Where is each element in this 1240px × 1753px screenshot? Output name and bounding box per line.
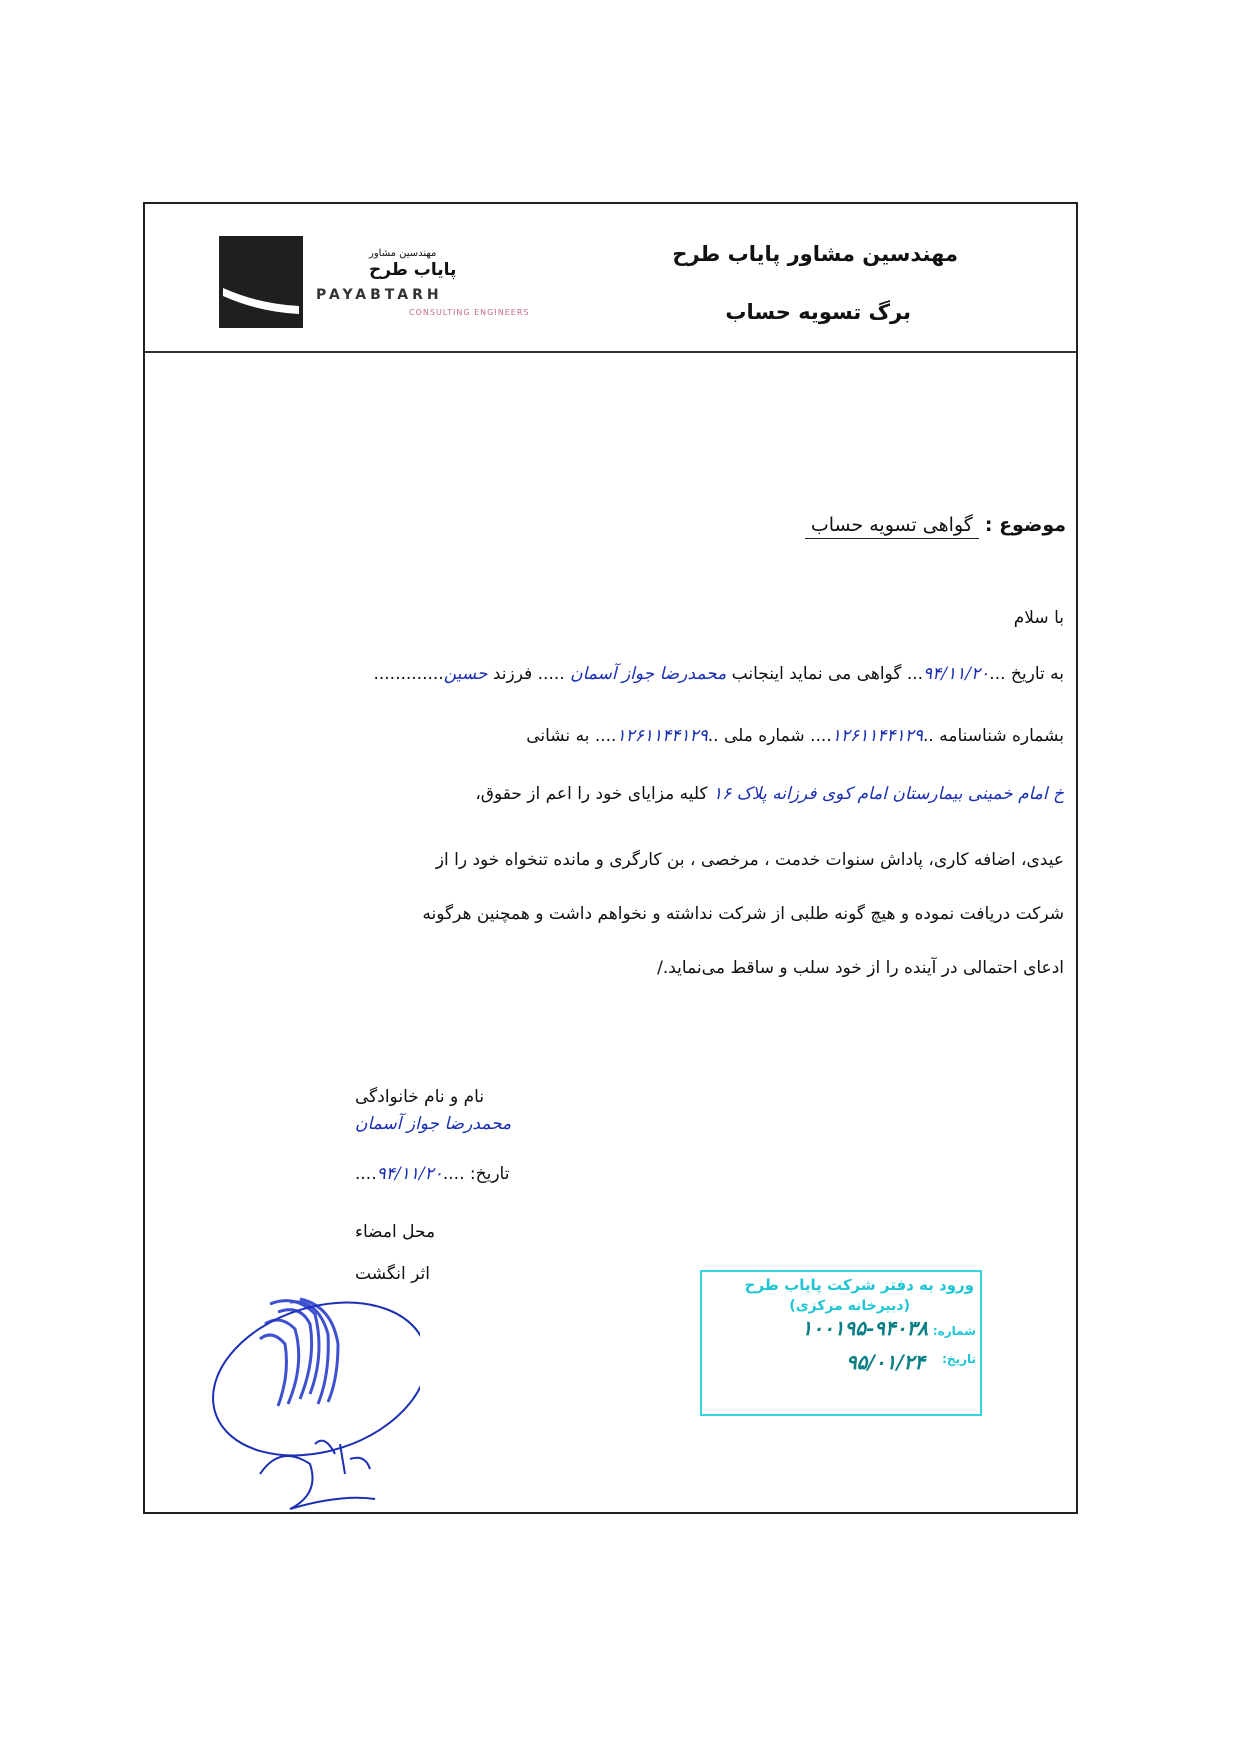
stamp-number-label: شماره: bbox=[932, 1324, 976, 1338]
stamp-date-label: تاریخ: bbox=[942, 1352, 976, 1366]
company-title: مهندسین مشاور پایاب طرح bbox=[672, 242, 958, 266]
stamp-subtitle: (دبیرخانه مرکزی) bbox=[789, 1298, 910, 1314]
body-text: بشماره شناسنامه bbox=[939, 726, 1064, 746]
reception-stamp bbox=[700, 1270, 982, 1416]
signature-label: محل امضاء bbox=[355, 1222, 436, 1242]
handwritten-signer-name: محمدرضا جواز آسمان bbox=[355, 1114, 512, 1134]
logo-mark-icon bbox=[219, 236, 303, 328]
body-text: کلیه مزایای خود را اعم از حقوق، bbox=[475, 784, 708, 804]
body-text: به نشانی bbox=[526, 726, 590, 746]
stamp-number-value: ۱۰۰۱۹۵-۹۴۰۳۸ bbox=[801, 1316, 928, 1340]
stamp-date-value: ۹۵/۰۱/۲۴ bbox=[845, 1350, 925, 1374]
greeting: با سلام bbox=[1013, 608, 1064, 628]
handwritten-national-id: ۱۲۶۱۱۴۴۱۲۹ bbox=[616, 726, 708, 746]
company-logo bbox=[219, 236, 530, 332]
body-text: گواهی می نماید اینجانب bbox=[731, 664, 902, 684]
date-label: تاریخ: bbox=[469, 1164, 510, 1184]
subject-label: موضوع : bbox=[984, 514, 1066, 536]
body-line-1: به تاریخ ...۹۴/۱۱/۲۰... گواهی می نماید اینجانب محمدرضا جواز آسمان ..... فرزند حسین............. bbox=[373, 664, 1064, 684]
handwritten-address: خ امام خمینی بیمارستان امام کوی فرزانه پلاک ۱۶ bbox=[713, 784, 1064, 804]
subject-value: گواهی تسویه حساب bbox=[805, 514, 979, 539]
logo-en-sub: CONSULTING ENGINEERS bbox=[409, 308, 530, 317]
fingerprint-and-signature-icon bbox=[200, 1294, 420, 1524]
body-line-4: عیدی، اضافه کاری، پاداش سنوات خدمت ، مرخصی ، بن کارگری و مانده تنخواه خود را از bbox=[435, 850, 1064, 870]
fingerprint-label: اثر انگشت bbox=[355, 1264, 430, 1284]
subject-line bbox=[805, 514, 1066, 536]
handwritten-date: ۹۴/۱۱/۲۰ bbox=[923, 664, 990, 684]
handwritten-name: محمدرضا جواز آسمان bbox=[570, 664, 727, 684]
name-label: نام و نام خانوادگی bbox=[355, 1087, 485, 1107]
handwritten-id-number: ۱۲۶۱۱۴۴۱۲۹ bbox=[831, 726, 924, 746]
handwritten-father-name: حسین bbox=[443, 664, 488, 684]
date-line: تاریخ: ....۹۴/۱۱/۲۰.... bbox=[355, 1164, 510, 1184]
logo-fa-name: پایاب طرح bbox=[369, 260, 457, 280]
body-text: به تاریخ bbox=[1010, 664, 1064, 684]
stamp-title: ورود به دفتر شرکت پایاب طرح bbox=[744, 1276, 974, 1294]
logo-fa-small: مهندسین مشاور bbox=[369, 248, 437, 259]
body-line-2: بشماره شناسنامه ..۱۲۶۱۱۴۴۱۲۹.... شماره ملی ..۱۲۶۱۱۴۴۱۲۹.... به نشانی bbox=[526, 726, 1064, 746]
handwritten-signer-date: ۹۴/۱۱/۲۰ bbox=[376, 1164, 443, 1184]
logo-en-name: PAYABTARH bbox=[316, 287, 443, 303]
body-line-3 bbox=[205, 784, 1064, 804]
document-frame bbox=[143, 202, 1078, 1514]
body-line-5: شرکت دریافت نموده و هیچ گونه طلبی از شرکت نداشته و نخواهم داشت و همچنین هرگونه bbox=[422, 904, 1064, 924]
body-text: شماره ملی bbox=[723, 726, 805, 746]
form-title: برگ تسویه حساب bbox=[725, 300, 911, 324]
header-divider bbox=[145, 351, 1076, 353]
body-line-6: ادعای احتمالی در آینده را از خود سلب و ساقط می‌نماید./ bbox=[657, 958, 1064, 978]
body-text: فرزند bbox=[492, 664, 533, 684]
